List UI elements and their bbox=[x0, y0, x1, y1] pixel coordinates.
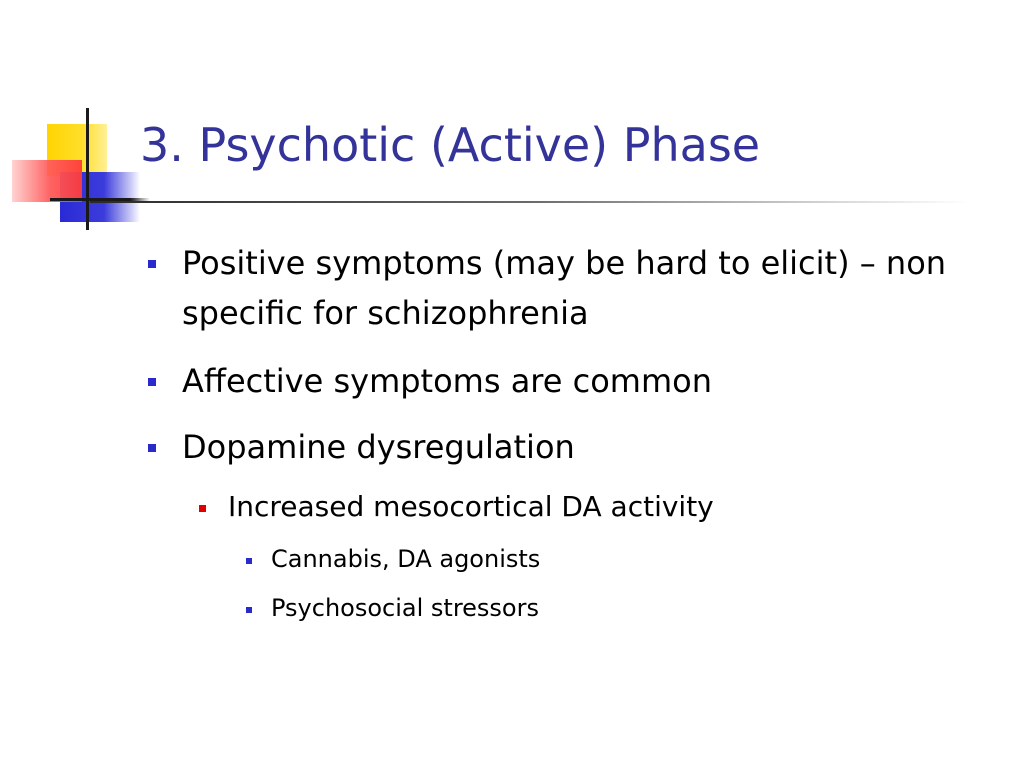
bullet-item-level3 bbox=[271, 541, 540, 577]
bullet-text: Positive symptoms (may be hard to elicit) – non specific for schizophrenia bbox=[182, 244, 947, 332]
bullet-item-level1 bbox=[182, 356, 972, 406]
bullet-square-icon bbox=[148, 260, 156, 268]
bullet-square-icon bbox=[148, 444, 156, 452]
bullet-text: Affective symptoms are common bbox=[182, 362, 712, 400]
bullet-square-icon bbox=[148, 378, 156, 386]
bullet-square-icon bbox=[199, 505, 206, 512]
bullet-item-level3 bbox=[271, 590, 539, 626]
bullet-text: Increased mesocortical DA activity bbox=[228, 490, 714, 523]
bullet-text: Cannabis, DA agonists bbox=[271, 545, 541, 573]
bullet-square-icon bbox=[246, 558, 252, 564]
bullet-text: Dopamine dysregulation bbox=[182, 428, 575, 466]
bullet-text: Psychosocial stressors bbox=[271, 594, 539, 622]
bullet-item-level1 bbox=[182, 422, 972, 472]
slide-title: 3. Psychotic (Active) Phase bbox=[140, 118, 761, 172]
bullet-square-icon bbox=[246, 607, 252, 613]
bullet-item-level1 bbox=[182, 238, 972, 338]
bullet-item-level2 bbox=[228, 487, 714, 527]
